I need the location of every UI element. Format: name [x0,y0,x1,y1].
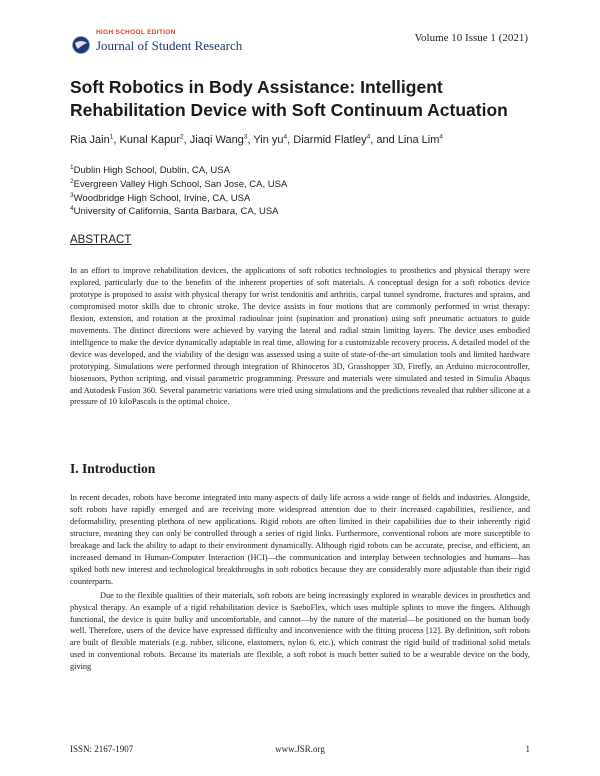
author-separator: , [287,134,294,146]
affiliation-mark: 2 [70,177,74,185]
author-separator: , and [370,134,398,146]
introduction-paragraph: In recent decades, robots have become integrated into many aspects of daily life across a wide range of fields and industries. Alongside, soft robots have rapidly emerged and are receiving more widespread attention due to their increased capabilities, resilience, and deformability, presenting plethora of new applications. Rigid robots are often limited in their capabilities due to their inherently rigid structure, meaning they can only be controlled through a series of rigid links. Furthermore, conventional robots are more susceptible to breakage and lack the ability to adapt to their environment dynamically. Although rigid robots can be accurate, precise, and efficient, an increased demand in Human-Computer Interaction (HCI)—the communication and interplay between technologies and humans—has spiked both new interest and technological breakthroughs in soft robotics because they are considerably more adjustable than their rigid counterparts. [70,493,530,586]
affiliation-text: Evergreen Valley High School, San Jose, CA, USA [73,178,288,190]
abstract-text: In an effort to improve rehabilitation devices, the applications of soft robotics technologies to prosthetics and physical therapy were explored, particularly due to the benefits of the inherent properties of soft materials. A conceptual design for a soft robotics device prototype is proposed to assist with physical therapy for wrist tendonitis and arthritis, carpal tunnel syndrome, fractures and sprains, and compromised motor skills due to chronic stroke. The device assists in four motions that are commonly performed in wrist therapy: flexion, extension, and rotation at the proximal radioulnar joint (supination and pronation) using soft pneumatic actuators to guide movements. The distinct directions were achieved by varying the lateral and radial strain limiting layers. The device uses embodied intelligence to make the device dynamically adaptable in real time, allowing for a customizable recovery process. A detailed model of the device was developed, and the viability of the design was assessed using a suite of state-of-the-art simulation tools and limited hardware prototyping. Simulations were performed through integration of Rhinoceros 3D, Grasshopper 3D, Firefly, an Arduino microcontroller, biosensors, Python scripting, and visual parametric programming. Pressure and materials were simulated and tested in Simulia Abaqus and Autodesk Fusion 360. Several parametric variations were tried using simulations and the predictions revealed that rubber silicone at a pressure of 10 kiloPascals is the optimal choice. [70,266,530,407]
affiliation-mark: 4 [70,205,74,213]
affiliation-text: Dublin High School, Dublin, CA, USA [73,165,230,176]
author-separator: , [183,134,190,146]
page-footer [70,744,530,758]
affiliation-item [70,178,540,192]
author-separator: , [113,134,120,146]
introduction-body [70,492,530,673]
paper-title: Soft Robotics in Body Assistance: Intelligent Rehabilitation Device with Soft Continuum Actuation [70,77,508,120]
abstract-heading: ABSTRACT [70,234,132,246]
author-affiliation-mark: 1 [109,133,114,141]
affiliation-mark: 1 [70,163,74,171]
page-number: 1 [525,744,530,754]
affiliation-item [70,205,540,219]
affiliation-item [70,164,540,178]
journal-logo[interactable] [72,28,292,58]
author-name: Lina Lim [397,134,440,146]
author-name: Ria Jain [70,134,110,146]
affiliation-text: Woodbridge High School, Irvine, CA, USA [73,192,251,204]
affiliation-text: University of California, Santa Barbara, CA, USA [73,206,279,218]
volume-issue: Volume 10 Issue 1 (2021) [414,32,528,44]
author-affiliation-mark: 2 [180,133,184,141]
author-name: Jiaqi Wang [189,134,244,146]
author-affiliation-mark: 3 [243,133,248,141]
author-affiliation-mark: 4 [283,133,288,141]
journal-name: Journal of Student Research [96,38,243,53]
affiliation-list [70,164,540,219]
footer-issn: ISSN: 2167-1907 [70,744,134,754]
author-affiliation-mark: 4 [439,133,443,141]
affiliation-mark: 3 [70,191,74,199]
author-list [70,134,540,146]
journal-edition: HIGH SCHOOL EDITION [96,29,176,36]
introduction-paragraph: Due to the flexible qualities of their materials, soft robots are being increasingly explored in wearable devices in prosthetics and physical therapy. An example of a rigid rehabilitation device is SaeboFlex, which uses multiple splints to move the fingers. Although functional, the device is quite bulky and uncomfortable, and cannot—by the nature of the material—be positioned on the human body well. Therefore, users of the device have expressed difficulty and inconvenience with the fitting process [12]. By definition, soft robots are built of flexible materials (e.g. rubber, silicone, elastomers, nylon 6, etc.), which contrast the rigid build of traditional solid metals used in conventional robots. Because its materials are flexible, a soft robot is much better suited to be a wearable device on the body, giving [70,590,530,672]
globe-logo-icon [72,36,90,54]
author-name: Diarmid Flatley [293,134,367,146]
affiliation-item [70,192,540,206]
author-separator: , [247,134,254,146]
author-name: Kunal Kapur [119,134,181,146]
author-name: Yin yu [253,134,284,146]
author-affiliation-mark: 4 [366,133,371,141]
section-heading-introduction: I. Introduction [70,461,156,476]
footer-website-link[interactable]: www.JSR.org [275,744,325,754]
